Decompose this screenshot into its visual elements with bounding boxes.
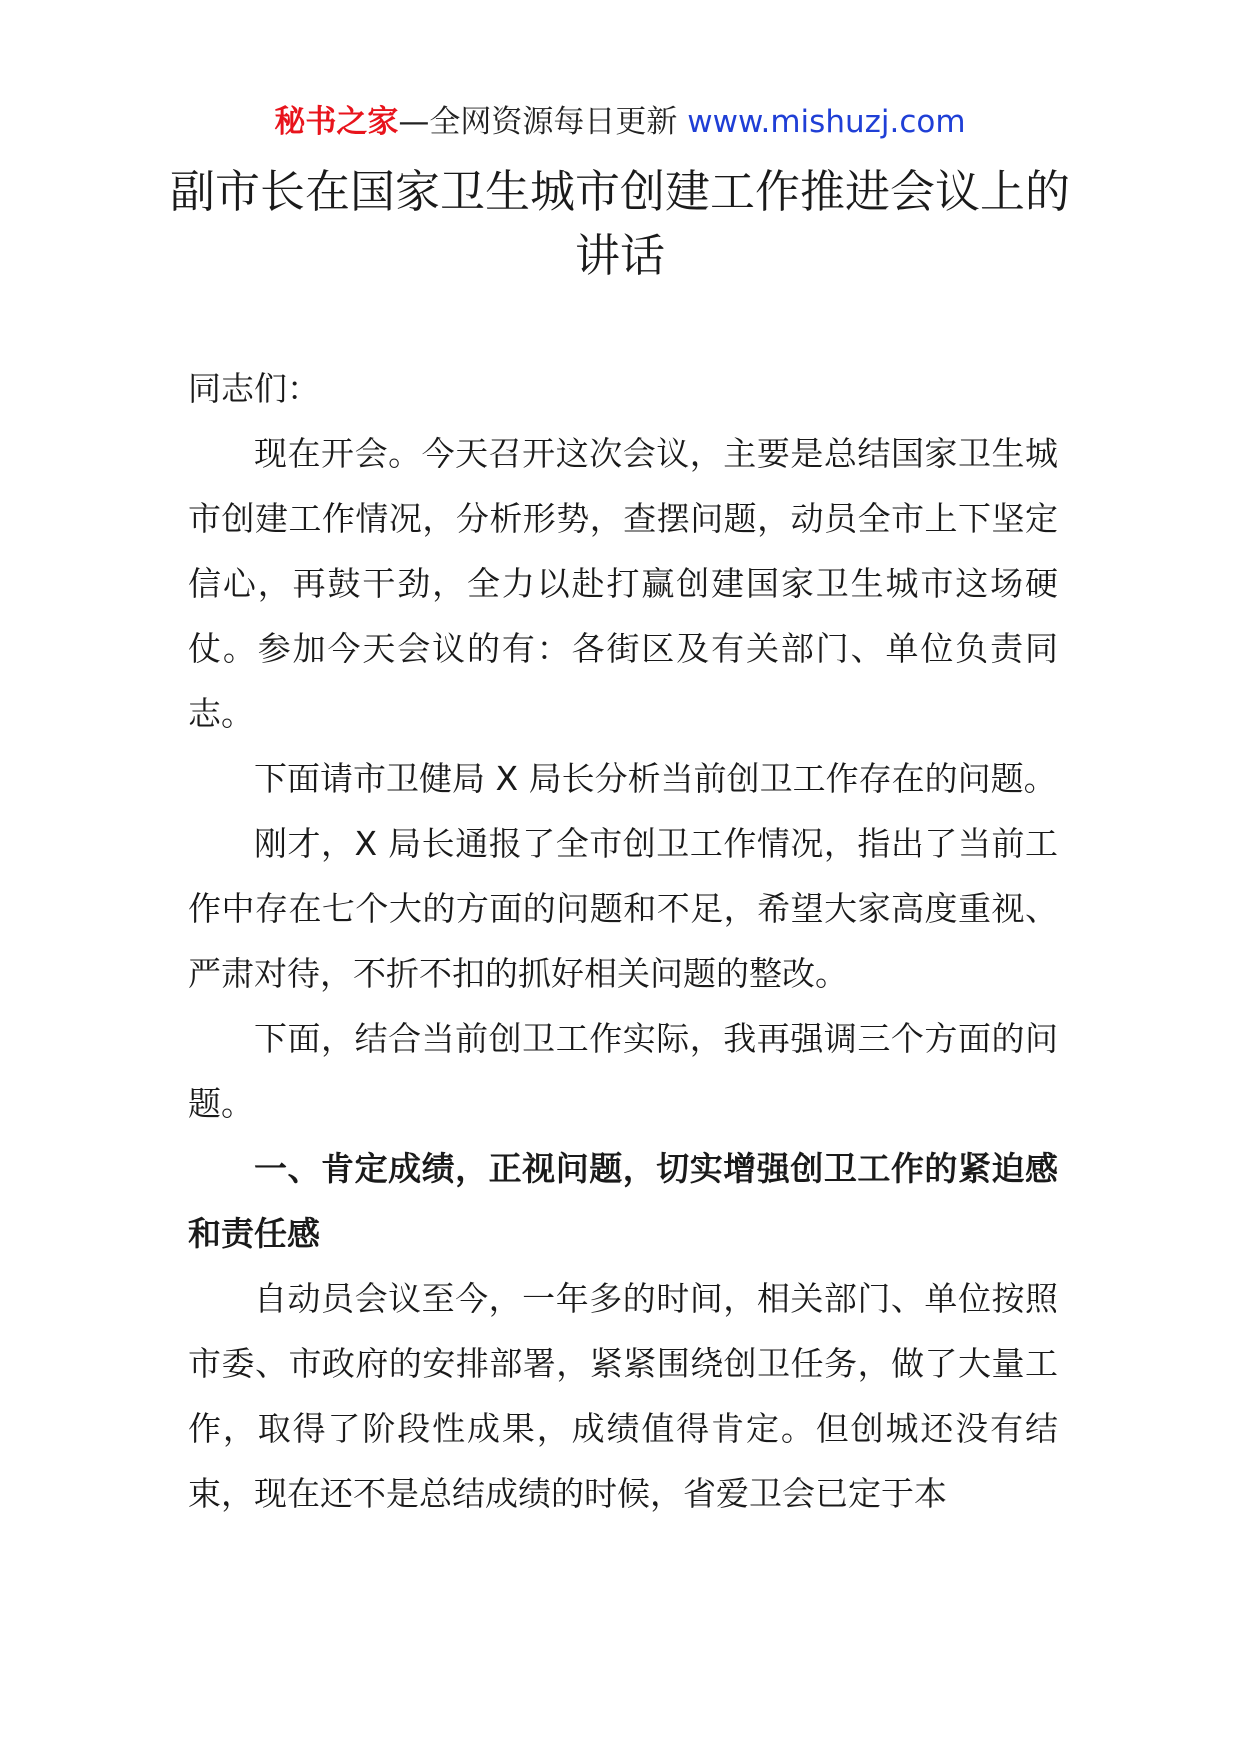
paragraph: 刚才，X 局长通报了全市创卫工作情况，指出了当前工作中存在七个大的方面的问题和不足，希望大家高度重视、严肃对待，不折不扣的抓好相关问题的整改。 bbox=[188, 824, 1058, 993]
paragraph: 自动员会议至今，一年多的时间，相关部门、单位按照市委、市政府的安排部署，紧紧围绕创卫任务，做了大量工作，取得了阶段性成果，成绩值得肯定。但创城还没有结束，现在还不是总结成绩的时候，省爱卫会已定于本 bbox=[188, 1279, 1058, 1513]
paragraph: 下面，结合当前创卫工作实际，我再强调三个方面的问题。 bbox=[188, 1019, 1058, 1123]
site-url-link[interactable]: www.mishuzj.com bbox=[687, 104, 966, 140]
brand-name: 秘书之家 bbox=[274, 104, 399, 140]
paragraph: 现在开会。今天召开这次会议，主要是总结国家卫生城市创建工作情况，分析形势，查摆问题，动员全市上下坚定信心，再鼓干劲，全力以赴打赢创建国家卫生城市这场硬仗。参加今天会议的有：各街区及有关部门、单位负责同志。 bbox=[188, 434, 1058, 733]
document-body bbox=[188, 356, 1058, 1526]
site-header bbox=[0, 100, 1240, 144]
header-tagline: —全网资源每日更新 bbox=[398, 104, 688, 140]
section-heading: 一、肯定成绩，正视问题，切实增强创卫工作的紧迫感和责任感 bbox=[188, 1149, 1058, 1253]
document-title: 副市长在国家卫生城市创建工作推进会议上的讲话 bbox=[169, 165, 1070, 282]
paragraph: 下面请市卫健局 X 局长分析当前创卫工作存在的问题。 bbox=[254, 759, 1057, 798]
salutation: 同志们： bbox=[188, 369, 320, 408]
